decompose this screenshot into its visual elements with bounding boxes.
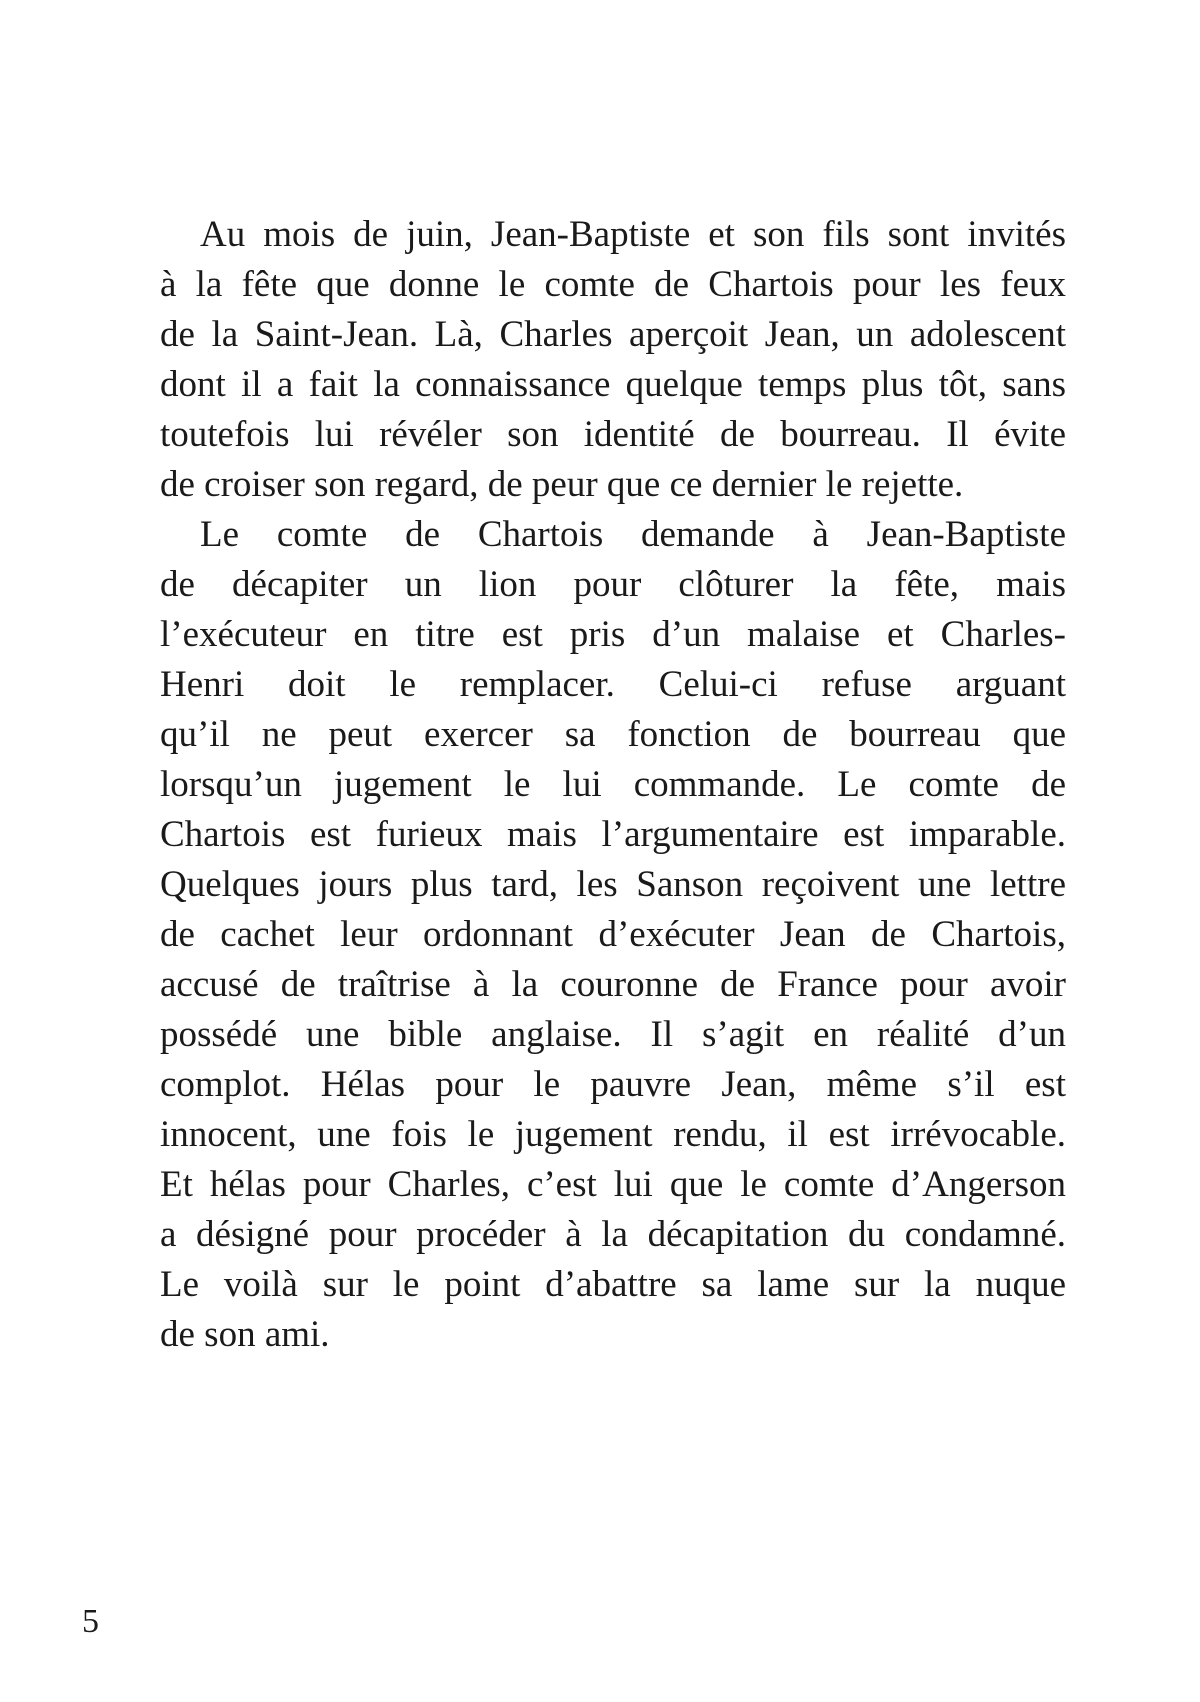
text-line: innocent, une fois le jugement rendu, il est irrévocable. xyxy=(160,1114,1066,1155)
text-line: qu’il ne peut exercer sa fonction de bourreau que xyxy=(160,714,1066,755)
text-line: dont il a fait la connaissance quelque temps plus tôt, sans xyxy=(160,364,1066,405)
text-line: Au mois de juin, Jean-Baptiste et son fils sont invités xyxy=(200,214,1066,255)
text-line: Henri doit le remplacer. Celui-ci refuse arguant xyxy=(160,664,1066,705)
page-number: 5 xyxy=(82,1603,99,1640)
text-line: a désigné pour procéder à la décapitation du condamné. xyxy=(160,1214,1066,1255)
body-text xyxy=(120,210,1066,1360)
paragraph-1 xyxy=(120,210,1066,510)
text-line: lorsqu’un jugement le lui commande. Le comte de xyxy=(160,764,1066,805)
text-line: l’exécuteur en titre est pris d’un malaise et Charles- xyxy=(160,614,1066,655)
text-line: Le voilà sur le point d’abattre sa lame sur la nuque xyxy=(160,1264,1066,1305)
text-line: de décapiter un lion pour clôturer la fête, mais xyxy=(160,564,1066,605)
text-line: Le comte de Chartois demande à Jean-Baptiste xyxy=(200,514,1066,555)
text-line: Et hélas pour Charles, c’est lui que le comte d’Angerson xyxy=(160,1164,1066,1205)
text-line: de croiser son regard, de peur que ce dernier le rejette. xyxy=(160,464,964,505)
text-line: à la fête que donne le comte de Chartois pour les feux xyxy=(160,264,1066,305)
paragraph-2 xyxy=(120,510,1066,1360)
text-line: Chartois est furieux mais l’argumentaire est imparable. xyxy=(160,814,1066,855)
text-line: possédé une bible anglaise. Il s’agit en réalité d’un xyxy=(160,1014,1066,1055)
text-line: complot. Hélas pour le pauvre Jean, même s’il est xyxy=(160,1064,1066,1105)
text-line: accusé de traîtrise à la couronne de France pour avoir xyxy=(160,964,1066,1005)
text-line: toutefois lui révéler son identité de bourreau. Il évite xyxy=(160,414,1066,455)
text-line: de cachet leur ordonnant d’exécuter Jean de Chartois, xyxy=(160,914,1066,955)
text-line: de la Saint-Jean. Là, Charles aperçoit Jean, un adolescent xyxy=(160,314,1066,355)
text-line: de son ami. xyxy=(160,1314,330,1355)
text-line: Quelques jours plus tard, les Sanson reçoivent une lettre xyxy=(160,864,1066,905)
